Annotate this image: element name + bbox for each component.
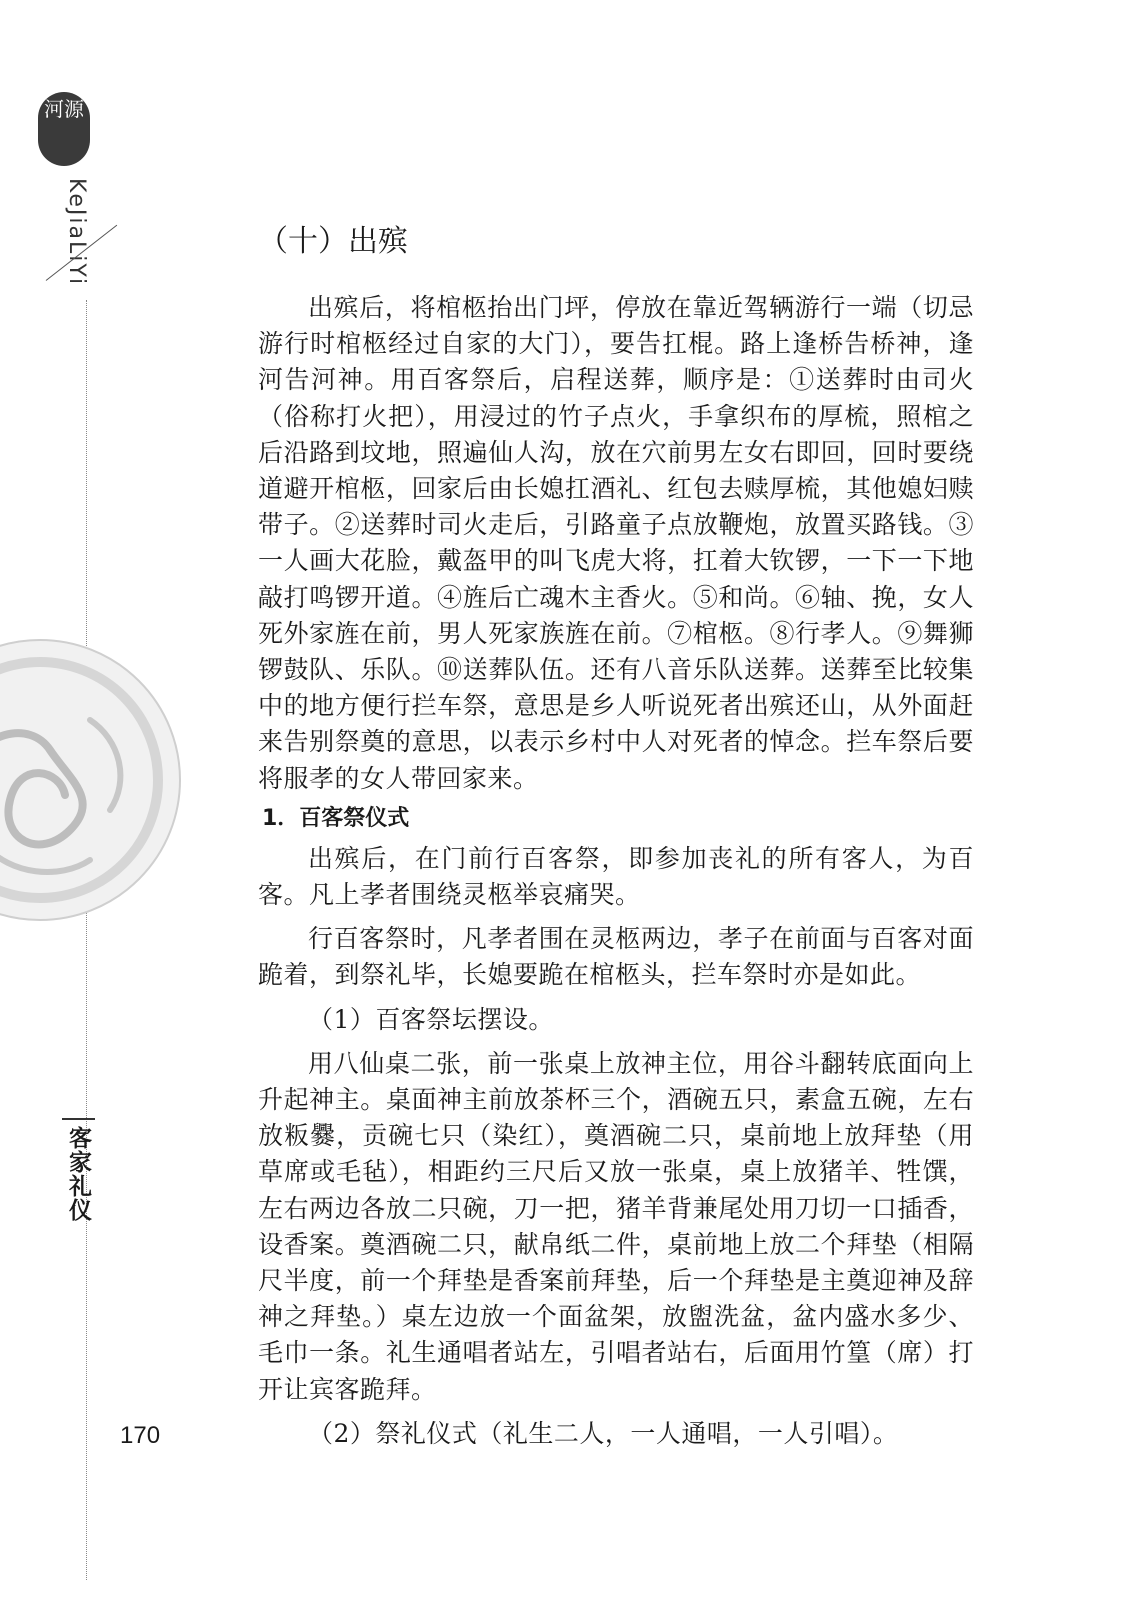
cloud-ornament-icon bbox=[0, 630, 190, 930]
paragraph: （2）祭礼仪式（礼生二人，一人通唱，一人引唱）。 bbox=[308, 1418, 899, 1448]
paragraph: 行百客祭时，凡孝者围在灵柩两边，孝子在前面与百客对面跪着，到祭礼毕，长媳要跪在棺柩头，拦车祭时亦是如此。 bbox=[258, 924, 974, 990]
section-title: （十）出殡 bbox=[258, 224, 408, 259]
logo-seal bbox=[38, 92, 90, 166]
margin-dotted-rule bbox=[86, 300, 87, 1580]
paragraph: 出殡后，在门前行百客祭，即参加丧礼的所有客人，为百客。凡上孝者围绕灵柩举哀痛哭。 bbox=[258, 843, 974, 910]
series-title-latin: KeJiaLiYi bbox=[64, 178, 89, 287]
paragraph: （1）百客祭坛摆设。 bbox=[308, 1004, 554, 1034]
paragraph: 用八仙桌二张，前一张桌上放神主位，用谷斗翻转底面向上升起神主。桌面神主前放茶杯三个，酒碗五只，素盒五碗，左右放粄爨，贡碗七只（染红），奠酒碗二只，桌前地上放拜垫（用草席或毛毡），相距约三尺后又放一张桌，桌上放猪羊、牲馔，左右两边各放二只碗，刀一把，猪羊背兼尾处用刀切一口插香，设香案。奠酒碗二只，献帛纸二件，桌前地上放二个拜垫（相隔尺半度，前一个拜垫是香案前拜垫，后一个拜垫是主奠迎神及辞神之拜垫。）桌左边放一个面盆架，放盥洗盆，盆内盛水多少、毛巾一条。礼生通唱者站左，引唱者站右，后面用竹篁（席）打开让宾客跪拜。 bbox=[258, 1048, 974, 1404]
section-vertical-title: 客家礼仪 bbox=[62, 1118, 95, 1222]
main-text bbox=[258, 222, 974, 1452]
page-number: 170 bbox=[120, 1422, 161, 1449]
paragraph: 出殡后，将棺柩抬出门坪，停放在靠近驾辆游行一端（切忌游行时棺柩经过自家的大门），要告扛棍。路上逢桥告桥神，逢河告河神。用百客祭后，启程送葬，顺序是：①送葬时由司火（俗称打火把），用浸过的竹子点火，手拿织布的厚梳，照棺之后沿路到坟地，照遍仙人沟，放在穴前男左女右即回，回时要绕道避开棺柩，回家后由长媳扛酒礼、红包去赎厚梳，其他媳妇赎带子。②送葬时司火走后，引路童子点放鞭炮，放置买路钱。③一人画大花脸，戴盔甲的叫飞虎大将，扛着大钦锣，一下一下地敲打鸣锣开道。④旌后亡魂木主香火。⑤和尚。⑥轴、挽，女人死外家旌在前，男人死家族旌在前。⑦棺柩。⑧行孝人。⑨舞狮锣鼓队、乐队。⑩送葬队伍。还有八音乐队送葬。送葬至比较集中的地方便行拦车祭，意思是乡人听说死者出殡还山，从外面赶来告别祭奠的意思，以表示乡村中人对死者的悼念。拦车祭后要将服孝的女人带回家来。 bbox=[258, 293, 974, 793]
logo-text: 河源 bbox=[44, 97, 84, 121]
subheading: 1．百客祭仪式 bbox=[262, 805, 410, 831]
